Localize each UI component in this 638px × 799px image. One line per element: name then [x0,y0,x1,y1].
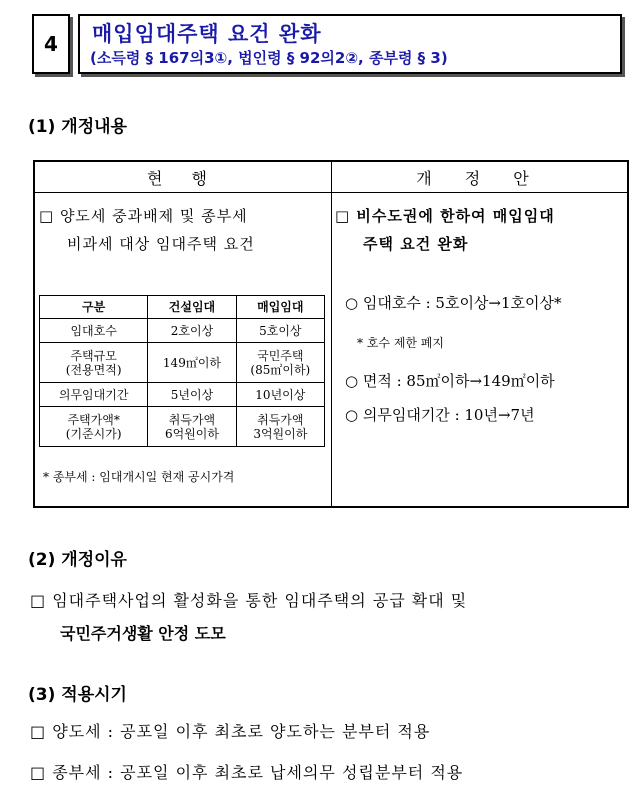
title-box [78,14,622,74]
col-category: 구분 [40,296,148,319]
proposed-note-units: * 호수 제한 폐지 [357,336,444,350]
table-row [40,343,325,383]
comparison-table [33,160,629,508]
row-label: 주택규모 (전용면적) [40,343,148,383]
reason-line-1: □ 임대주택사업의 활성화을 통한 임대주택의 공급 확대 및 [30,591,468,610]
footnote-current: * 종부세 : 임대개시일 현재 공시가격 [43,470,235,484]
table-row [40,407,325,447]
requirements-table [39,295,325,447]
col-construction-rental: 건설임대 [148,296,236,319]
proposed-description [335,202,625,258]
row-build: 149㎡이하 [148,343,236,383]
proposed-line-2: 주택 요건 완화 [363,235,469,253]
row-build: 2호이상 [148,319,236,343]
current-line-1: □ 양도세 중과배제 및 종부세 [39,207,248,225]
row-label: 의무임대기간 [40,383,148,407]
row-buy: 취득가액 3억원이하 [236,407,324,447]
header-proposed: 개 정 안 [416,168,543,188]
proposed-item-units: ○ 임대호수 : 5호이상→1호이상* [345,294,562,312]
row-buy: 10년이상 [236,383,324,407]
row-build: 취득가액 6억원이하 [148,407,236,447]
row-buy: 국민주택 (85㎡이하) [236,343,324,383]
current-line-2: 비과세 대상 임대주택 요건 [67,235,255,253]
row-label: 임대호수 [40,319,148,343]
row-label: 주택가액* (기준시가) [40,407,148,447]
timing-line-1: □ 양도세 : 공포일 이후 최초로 양도하는 분부터 적용 [30,722,431,741]
table-row [40,319,325,343]
proposed-item-area: ○ 면적 : 85㎡이하→149㎡이하 [345,372,555,390]
table-header-row [40,296,325,319]
section-heading-reason: (2) 개정이유 [28,550,127,570]
table-row [40,383,325,407]
header-current: 현 행 [147,168,219,188]
column-divider [331,162,332,506]
timing-paragraph [30,715,630,789]
section-heading-timing: (3) 적용시기 [28,685,127,705]
row-buy: 5호이상 [236,319,324,343]
proposed-line-1: □ 비수도권에 한하여 매입임대 [335,207,555,225]
reason-paragraph [30,584,630,650]
section-heading-amendment: (1) 개정내용 [28,117,127,137]
section-number-box [32,14,70,74]
row-build: 5년이상 [148,383,236,407]
timing-line-2: □ 종부세 : 공포일 이후 최초로 납세의무 성립분부터 적용 [30,763,464,782]
current-description [39,202,329,258]
page-title: 매입임대주택 요건 완화 [92,22,322,46]
section-number: 4 [44,32,58,56]
legal-reference: (소득령 § 167의3①, 법인령 § 92의2②, 종부령 § 3) [90,49,448,67]
col-purchase-rental: 매입임대 [236,296,324,319]
reason-line-2: 국민주거생활 안정 도모 [60,624,226,643]
proposed-item-period: ○ 의무임대기간 : 10년→7년 [345,406,535,424]
